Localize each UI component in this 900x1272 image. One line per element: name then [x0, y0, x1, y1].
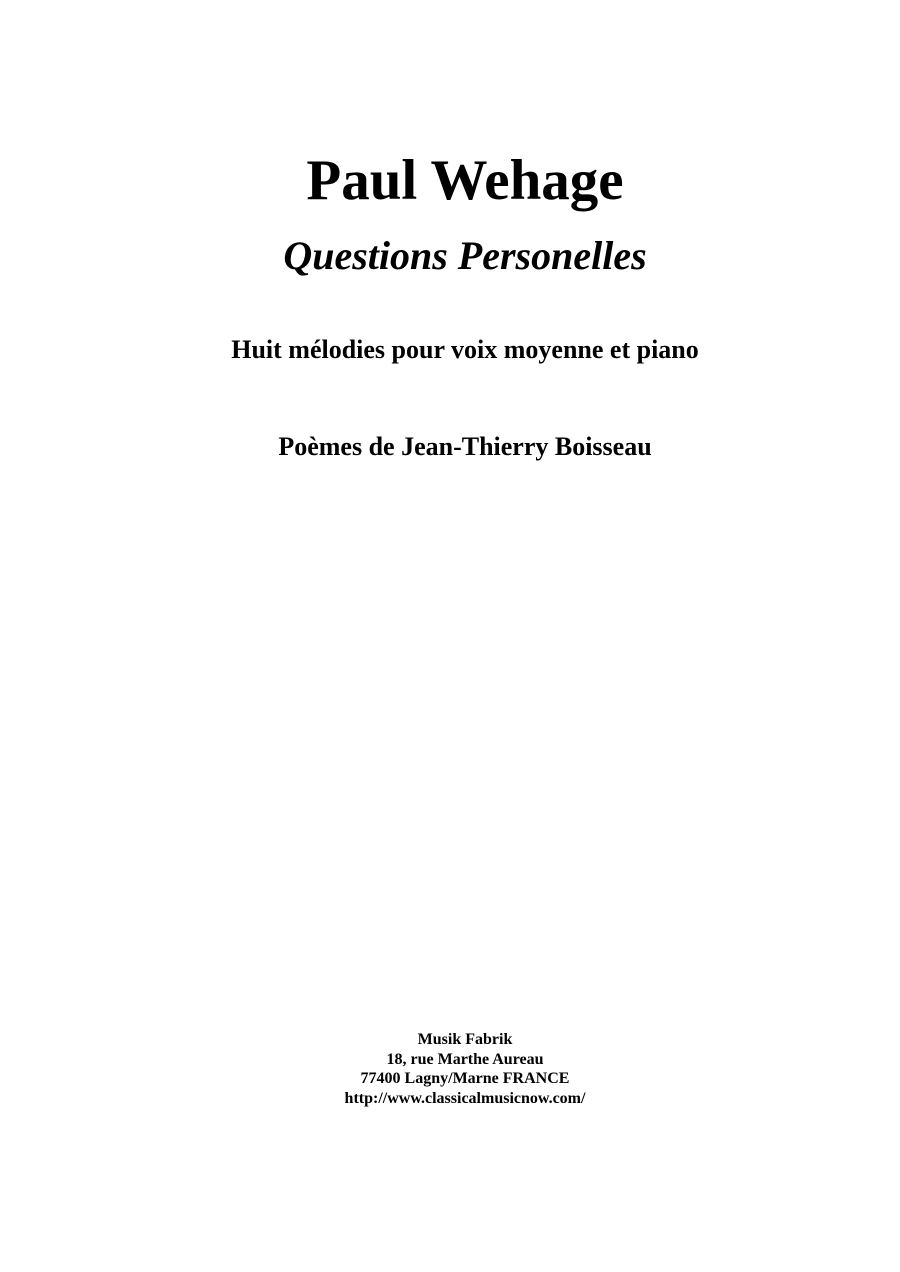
publisher-url[interactable]: http://www.classicalmusicnow.com/ [344, 1089, 586, 1107]
work-subtitle: Huit mélodies pour voix moyenne et piano [231, 335, 699, 364]
publisher-city: 77400 Lagny/Marne FRANCE [360, 1070, 570, 1087]
publisher-name: Musik Fabrik [417, 1031, 513, 1048]
work-title: Questions Personelles [283, 233, 647, 278]
publisher-block [0, 1030, 900, 1108]
poet-credit: Poèmes de Jean-Thierry Boisseau [278, 432, 652, 461]
publisher-street: 18, rue Marthe Aureau [386, 1050, 544, 1068]
composer-name: Paul Wehage [306, 149, 624, 212]
